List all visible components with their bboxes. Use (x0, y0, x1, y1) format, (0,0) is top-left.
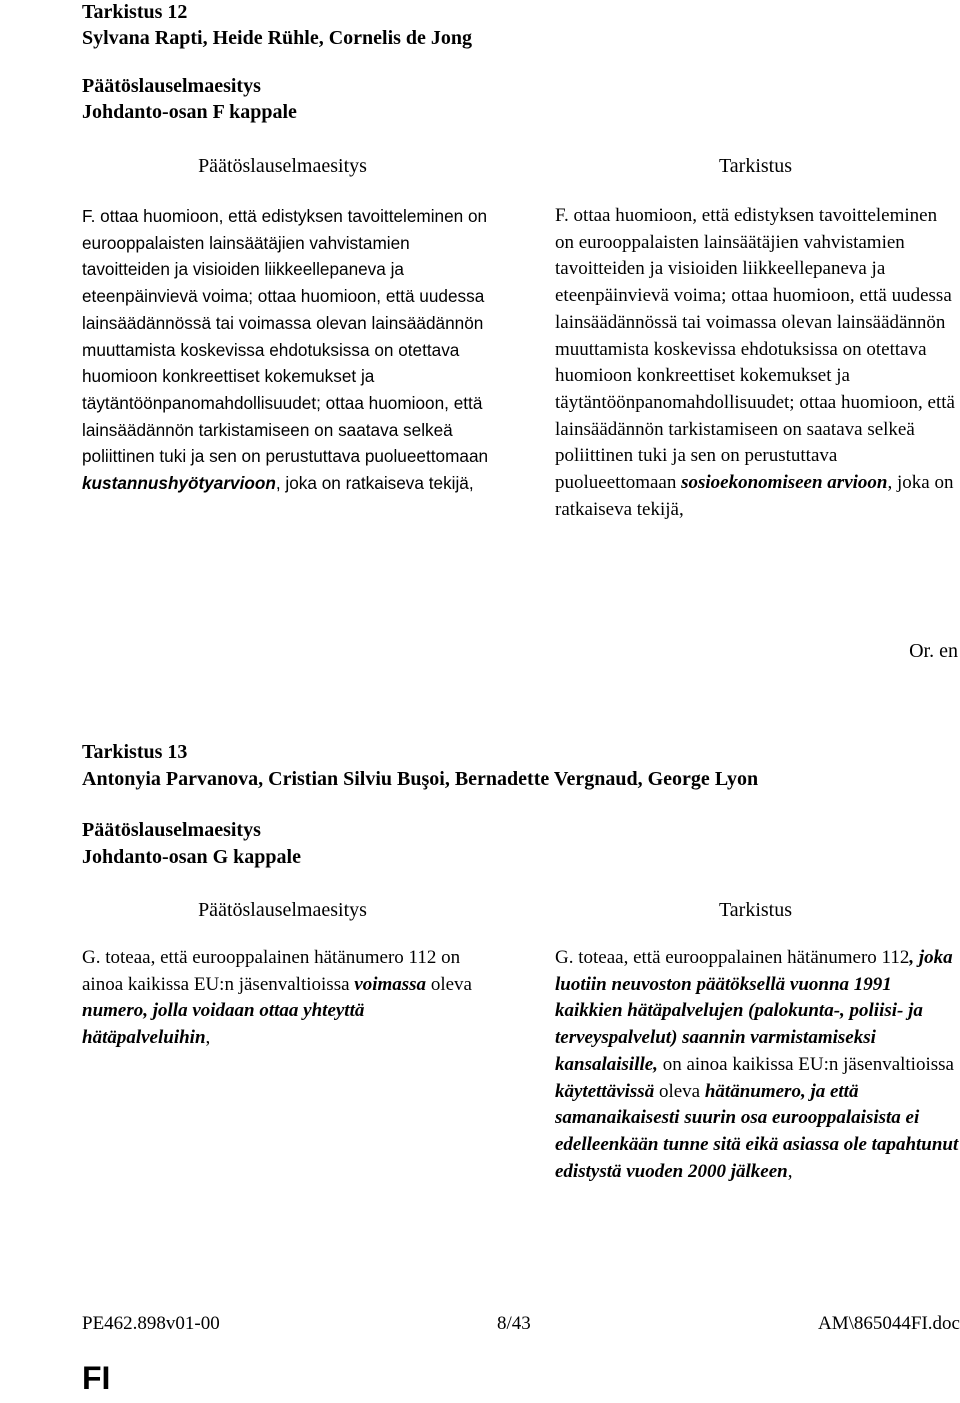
amendment-12-left-text (82, 203, 492, 497)
amendment-13-left-e1: voimassa (354, 973, 427, 995)
amendment-12-label-resolution: Päätöslauselmaesitys (82, 75, 261, 97)
amendment-13-right-e1: , joka luotiin neuvoston päätöksellä vuonna 1991 kaikkien hätäpalvelujen (palokunta-, poliisi- ja terveyspalvelut) saannin varmistamiseksi kansalaisille, (555, 947, 953, 1075)
amendment-13-label-resolution: Päätöslauselmaesitys (82, 819, 261, 841)
amendment-12-left-emphasis: kustannushyötyarvioon (82, 473, 276, 494)
amendment-13-right-text (555, 945, 960, 1185)
amendment-13-right-t3: oleva (654, 1080, 705, 1102)
amendment-13-right-e2: käytettävissä (555, 1080, 655, 1102)
amendment-13-right-t2: on ainoa kaikissa EU:n jäsenvaltioissa (657, 1053, 954, 1075)
amendment-12-right-part2: , joka on ratkaiseva tekijä, (555, 472, 954, 520)
amendment-12-right-column-header: Tarkistus (718, 155, 793, 177)
amendment-13-right-e3: hätänumero, ja että samanaikaisesti suurin osa eurooppalaisista ei edelleenkään tunne sitä eikä asiassa ole tapahtunut edistystä vuoden 2000 jälkeen (555, 1080, 959, 1182)
amendment-13-title: Tarkistus 13 (82, 741, 188, 763)
amendment-12-authors: Sylvana Rapti, Heide Rühle, Cornelis de Jong (82, 27, 473, 49)
amendment-13-authors: Antonyia Parvanova, Cristian Silviu Buşoi, Bernadette Vergnaud, George Lyon (82, 768, 759, 790)
amendment-13-right-column-header: Tarkistus (718, 899, 793, 921)
amendment-12-right-part1: F. ottaa huomioon, että edistyksen tavoitteleminen on eurooppalaisten lainsäätäjien vahvistamien tavoitteiden ja visioiden liikkeellepaneva ja eteenpäinvievä voima; ottaa huomioon, että uudessa lainsäädännössä tai voimassa olevan lainsäädännön muuttamista koskevissa ehdotuksissa on otettava huomioon konkreettiset kokemukset ja täytäntöönpanomahdollisuudet; ottaa huomioon, että lainsäädännön tarkistamiseen on saatava selkeä poliittinen tuki ja sen on perustuttava puolueettomaan (555, 205, 955, 494)
amendment-13-left-text (82, 945, 487, 1052)
amendment-13-left-column-header: Päätöslauselmaesitys (198, 899, 367, 921)
footer-file-name: AM\865044FI.doc (818, 1313, 960, 1334)
footer-language-code: FI (82, 1360, 111, 1396)
amendment-12-right-emphasis: sosioekonomiseen arvioon (681, 472, 888, 494)
amendment-13-left-t1: G. toteaa, että eurooppalainen hätänumero 112 on ainoa kaikissa EU:n jäsenvaltioissa (82, 947, 461, 995)
amendment-12-left-column-header: Päätöslauselmaesitys (198, 155, 367, 177)
amendment-13-left-e2: numero, jolla voidaan ottaa yhteyttä hätäpalveluihin (82, 1000, 365, 1049)
amendment-12-left-part1: F. ottaa huomioon, että edistyksen tavoitteleminen on eurooppalaisten lainsäätäjien vahvistamien tavoitteiden ja visioiden liikkeellepaneva ja eteenpäinvievä voima; ottaa huomioon, että uudessa lainsäädännössä tai voimassa olevan lainsäädännön muuttamista koskevissa ehdotuksissa on otettava huomioon konkreettiset kokemukset ja täytäntöönpanomahdollisuudet; ottaa huomioon, että lainsäädännön tarkistamiseen on saatava selkeä poliittinen tuki ja sen on perustuttava puolueettomaan (82, 206, 489, 467)
amendment-13-left-t3: , (205, 1027, 211, 1049)
footer-page-number: 8/43 (497, 1313, 531, 1334)
amendment-13-right-t4: , (787, 1160, 793, 1182)
amendment-12-label-recital: Johdanto-osan F kappale (82, 101, 297, 123)
original-language-note: Or. en (909, 640, 958, 662)
amendment-13-label-recital: Johdanto-osan G kappale (82, 846, 301, 868)
amendment-13-left-t2: oleva (426, 973, 472, 995)
amendment-13-right-t1: G. toteaa, että eurooppalainen hätänumero 112 (555, 947, 910, 968)
amendment-12-left-part2: , joka on ratkaiseva tekijä, (275, 473, 474, 494)
amendment-12-title: Tarkistus 12 (82, 1, 188, 23)
footer-document-ref: PE462.898v01-00 (82, 1313, 220, 1334)
amendment-12-right-text (555, 203, 960, 523)
